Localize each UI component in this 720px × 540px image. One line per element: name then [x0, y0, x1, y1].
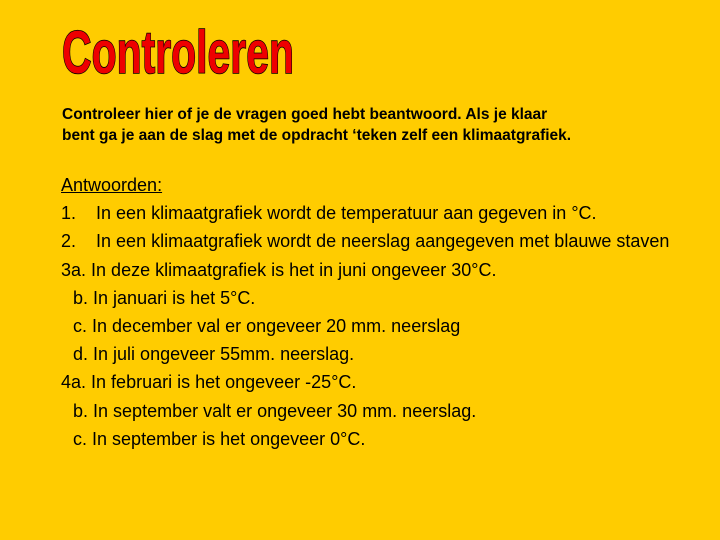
intro-text — [62, 104, 702, 146]
answer-item — [61, 397, 720, 425]
answer-marker: 3a. — [61, 259, 87, 280]
answer-text: In een klimaatgrafiek wordt de neerslag aangegeven met blauwe staven — [96, 231, 670, 252]
answer-item — [61, 340, 720, 368]
answer-item — [61, 312, 720, 340]
answer-text: In december val er ongeveer 20 mm. neerslag — [92, 316, 461, 337]
answer-text: In januari is het 5°C. — [93, 287, 256, 308]
answer-item — [61, 425, 720, 453]
intro-line: bent ga je aan de slag met de opdracht ‘teken zelf een klimaatgrafiek. — [62, 127, 572, 144]
slide-title-text: Controleren — [62, 19, 294, 86]
answer-item — [61, 256, 720, 284]
answer-text: In september is het ongeveer 0°C. — [92, 428, 366, 449]
answer-item — [61, 368, 720, 396]
answer-text: In juli ongeveer 55mm. neerslag. — [93, 344, 355, 365]
answer-marker: d. — [73, 344, 89, 365]
slide-title — [58, 15, 298, 85]
answer-marker: c. — [73, 428, 88, 449]
answer-text: In deze klimaatgrafiek is het in juni ongeveer 30°C. — [91, 259, 497, 280]
answer-marker: 2. — [61, 231, 77, 252]
intro-line: Controleer hier of je de vragen goed hebt beantwoord. Als je klaar — [62, 106, 548, 123]
answer-text: In september valt er ongeveer 30 mm. neerslag. — [93, 400, 477, 421]
answer-list — [61, 199, 720, 453]
answer-item — [61, 284, 720, 312]
answer-marker: 4a. — [61, 372, 87, 393]
answer-marker: b. — [73, 287, 89, 308]
answer-text: In een klimaatgrafiek wordt de temperatuur aan gegeven in °C. — [96, 203, 597, 224]
answer-item — [61, 199, 720, 227]
answers-section — [61, 171, 720, 453]
slide-title-wordart — [58, 15, 298, 85]
answer-marker: 1. — [61, 203, 77, 224]
answer-marker: c. — [73, 316, 88, 337]
answer-item — [61, 227, 720, 255]
answers-heading: Antwoorden: — [61, 175, 163, 195]
answer-marker: b. — [73, 400, 89, 421]
answer-text: In februari is het ongeveer -25°C. — [91, 372, 357, 393]
